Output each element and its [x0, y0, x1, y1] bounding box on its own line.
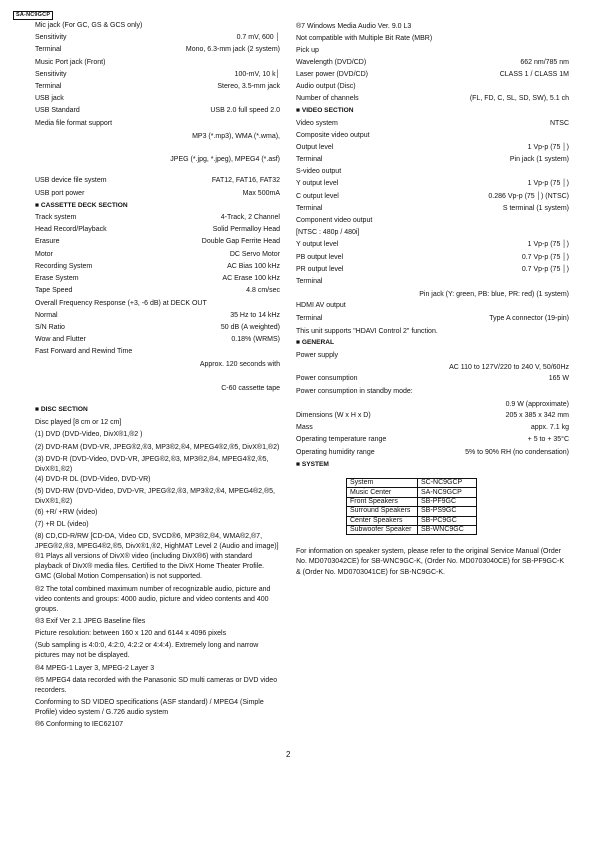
spec-label: Output level	[296, 143, 334, 151]
video-rows	[296, 120, 569, 291]
spec-value: S terminal (1 system)	[502, 204, 569, 212]
spec-label: Sensitivity	[35, 70, 67, 78]
spec-label: Track system	[35, 214, 77, 221]
spec-label: Y output level	[296, 241, 339, 249]
spec-row	[296, 241, 569, 253]
spec-label: Wow and Flutter	[35, 335, 86, 343]
general-rows	[296, 375, 569, 399]
spec-row	[296, 59, 569, 71]
disc-item: (3) DVD-R (DVD-Video, DVD-VR, JPEG®2,®3, MP3®2,®4, MPEG4®2,®5, DivX®1,®2)	[35, 455, 269, 473]
system-component: Center Speakers	[347, 516, 418, 525]
spec-label: USB Standard	[35, 107, 80, 115]
system-model: SA-NC9GCP	[418, 488, 477, 497]
disc-items	[35, 430, 280, 552]
spec-row	[296, 278, 569, 290]
spec-label: Erase System	[35, 274, 79, 282]
spec-value: NTSC	[549, 119, 569, 127]
spec-row	[296, 375, 569, 387]
spec-value: AC Bias 100 kHz	[227, 262, 280, 270]
spec-row	[35, 226, 280, 238]
spec-label: Media file format support	[35, 119, 113, 127]
spec-row	[35, 46, 280, 58]
spec-label: PR output level	[296, 265, 344, 273]
spec-row	[296, 168, 569, 180]
disc-item: (1) DVD (DVD-Video, DivX®1,®2 )	[35, 431, 143, 439]
spec-value: 50 dB (A weighted)	[220, 323, 280, 331]
media-format-row	[35, 120, 280, 178]
text-line: ®7 Windows Media Audio Ver. 9.0 L3	[296, 23, 412, 30]
spec-value: 0.286 Vp-p (75 │) (NTSC)	[488, 192, 569, 200]
system-table	[346, 478, 477, 535]
spec-value: 662 nm/785 nm	[520, 58, 569, 66]
spec-value: FAT12, FAT16, FAT32	[211, 177, 280, 185]
spec-row	[35, 107, 280, 119]
spec-value: CLASS 1 / CLASS 1M	[499, 70, 569, 78]
spec-label: Terminal	[35, 82, 62, 90]
spec-row	[35, 95, 280, 107]
right-top-lines	[296, 22, 569, 59]
spec-label: Number of channels	[296, 95, 359, 103]
system-row	[347, 488, 477, 497]
spec-value: 5% to 90% RH (no condensation)	[465, 448, 569, 456]
spec-label: Video system	[296, 119, 338, 127]
spec-value: + 5 to + 35°C	[527, 436, 569, 444]
model-tag: SA-NC9GCP	[13, 11, 53, 20]
footnote: ®4 MPEG-1 Layer 3, MPEG-2 Layer 3	[35, 664, 155, 672]
spec-label: Tape Speed	[35, 287, 73, 295]
disc-item: (2) DVD-RAM (DVD-VR, JPEG®2,®3, MP3®2,®4, MPEG4®2,®5, DivX®1,®2)	[35, 443, 280, 451]
spec-label: Normal	[35, 311, 58, 319]
section-title-cassette: ■ CASSETTE DECK SECTION	[35, 201, 128, 209]
spec-value: 100-mV, 10 k│	[234, 70, 280, 78]
spec-row	[296, 412, 569, 424]
spec-value: Solid Permalloy Head	[212, 226, 280, 234]
spec-value: 1 Vp-p (75 │)	[527, 143, 569, 151]
spec-row	[296, 156, 569, 168]
standby-value: 0.9 W (approximate)	[505, 400, 569, 408]
spec-row	[296, 217, 569, 229]
footnote: ®1 Plays all versions of DivX® video (including DivX®6) with standard playback of DivX® media files. Certified to the DivX Home Theater Profile. GMC (Global Motion Compensation) is not supported.	[35, 553, 265, 581]
section-title-disc: ■ DISC SECTION	[35, 406, 88, 413]
footnote: Picture resolution: between 160 x 120 and 6144 x 4096 pixels	[35, 630, 227, 638]
spec-value: Approx. 120 seconds with	[199, 361, 280, 369]
spec-label: [NTSC : 480p / 480i]	[296, 229, 360, 237]
spec-row	[296, 205, 569, 217]
spec-row	[35, 263, 280, 275]
spec-row	[35, 251, 280, 263]
page-number: 2	[286, 750, 291, 759]
spec-label: Terminal	[35, 46, 62, 54]
spec-value: Mono, 6.3-mm jack (2 system)	[185, 46, 280, 54]
spec-value: Stereo, 3.5-mm jack	[217, 82, 280, 90]
spec-row	[296, 132, 569, 144]
cassette-rows	[35, 214, 280, 299]
footnote: ®2 The total combined maximum number of recognizable audio, picture and video contents and groups: 4000 audio, picture and video contents and 400 groups.	[35, 585, 271, 613]
spec-value: 0.7 mV, 600 │	[236, 34, 280, 42]
spec-row	[296, 193, 569, 205]
footnote: ®5 MPEG4 data recorded with the Panasonic SD multi cameras or DVD video recorders.	[35, 676, 278, 694]
spec-label: HDMI AV output	[296, 302, 346, 310]
spec-row	[35, 177, 280, 189]
spec-row	[35, 59, 280, 71]
spec-value: (FL, FD, C, SL, SD, SW), 5.1 ch	[469, 95, 569, 103]
system-row	[347, 507, 477, 516]
system-model: SB-PF9GC	[418, 497, 477, 506]
spec-label: Terminal	[296, 314, 323, 322]
spec-label: Audio output (Disc)	[296, 82, 356, 90]
spec-label: Power consumption	[296, 375, 358, 383]
footnote: ®6 Conforming to IEC62107	[35, 721, 124, 729]
spec-row	[296, 71, 569, 83]
usb-rows	[35, 177, 280, 201]
pickup-rows	[296, 59, 569, 108]
spec-row	[296, 120, 569, 132]
spec-row	[296, 436, 569, 448]
section-title-video: ■ VIDEO SECTION	[296, 107, 354, 115]
spec-row	[35, 214, 280, 226]
spec-label: Fast Forward and Rewind Time	[35, 348, 133, 356]
spec-label: USB port power	[35, 189, 85, 197]
spec-value: C-60 cassette tape	[221, 384, 280, 392]
spec-value: 35 Hz to 14 kHz	[230, 311, 280, 319]
system-component: Front Speakers	[347, 497, 418, 506]
spec-label: C output level	[296, 192, 339, 200]
system-component: Surround Speakers	[347, 507, 418, 516]
spec-row	[35, 324, 280, 336]
spec-value: 1 Vp-p (75 │)	[527, 180, 569, 188]
right-column	[296, 22, 569, 580]
spec-label: Wavelength (DVD/CD)	[296, 58, 367, 66]
system-model: SB-PS9GC	[418, 507, 477, 516]
spec-row	[296, 302, 569, 314]
spec-value: appx. 7.1 kg	[530, 424, 569, 432]
spec-label: Recording System	[35, 262, 93, 270]
spec-row	[35, 312, 280, 324]
footnote: Conforming to SD VIDEO specifications (ASF standard) / MPEG4 (Simple Profile) video system / G.726 audio system	[35, 698, 264, 717]
text-line: Not compatible with Multiple Bit Rate (MBR)	[296, 35, 433, 43]
system-component: Subwoofer Speaker	[347, 525, 418, 534]
spec-label: Terminal	[296, 204, 323, 212]
spec-row	[35, 34, 280, 46]
spec-label: Terminal	[296, 156, 323, 164]
general-rows-2	[296, 412, 569, 461]
spec-label: Sensitivity	[35, 34, 67, 42]
spec-row	[296, 254, 569, 266]
spec-value: Max 500mA	[242, 189, 280, 197]
spec-value: 0.7 Vp-p (75 │)	[521, 265, 569, 273]
spec-value: JPEG (*.jpg, *.jpeg), MPEG4 (*.asf)	[170, 156, 280, 164]
spec-label: Dimensions (W x H x D)	[296, 412, 371, 419]
spec-row	[35, 336, 280, 348]
system-component: System	[347, 478, 418, 487]
spec-value: 165 W	[548, 375, 569, 383]
spec-label: Mic jack (For GC, GS & GCS only)	[35, 22, 143, 29]
spec-label: Mass	[296, 424, 313, 432]
disc-item: (7) +R DL (video)	[35, 520, 89, 528]
disc-notes	[35, 552, 280, 732]
spec-value: AC Erase 100 kHz	[222, 274, 280, 282]
spec-label: Head Record/Playback	[35, 226, 107, 234]
system-row	[347, 497, 477, 506]
spec-value: 1 Vp-p (75 │)	[527, 241, 569, 249]
spec-label: USB device file system	[35, 177, 107, 185]
spec-value: MP3 (*.mp3), WMA (*.wma),	[192, 132, 280, 140]
spec-row	[296, 180, 569, 192]
spec-row	[296, 449, 569, 461]
footnote: (Sub sampling is 4:0:0, 4:2:0, 4:2:2 or 4:4:4). Extremely long and narrow pictures may not be displayed.	[35, 642, 259, 660]
spec-label: Operating temperature range	[296, 436, 387, 444]
spec-label: S-video output	[296, 168, 342, 176]
spec-row	[296, 229, 569, 241]
disc-item: (6) +R/ +RW (video)	[35, 508, 98, 516]
disc-played: Disc played [8 cm or 12 cm]	[35, 419, 122, 427]
overall-frequency: Overall Frequency Response (+3, -6 dB) at DECK OUT	[35, 300, 207, 308]
spec-row	[296, 95, 569, 107]
spec-value: 4-Track, 2 Channel	[220, 214, 280, 221]
spec-row	[296, 83, 569, 95]
spec-row	[296, 388, 569, 400]
spec-label: Y output level	[296, 180, 339, 188]
system-model: SB-WNC9GC	[418, 525, 477, 534]
cassette-rows-2	[35, 312, 280, 349]
system-row	[347, 516, 477, 525]
system-component: Music Center	[347, 488, 418, 497]
system-model: SC-NC9GCP	[418, 478, 477, 487]
disc-item: (5) DVD-RW (DVD-Video, DVD-VR, JPEG®2,®3, MP3®2,®4, MPEG4®2,®5, DivX®1,®2)	[35, 488, 275, 506]
spec-row	[35, 238, 280, 250]
spec-label: Motor	[35, 250, 53, 258]
disc-item: (8) CD,CD-R/RW [CD-DA, Video CD, SVCD®6, MP3®2,®4, WMA®2,®7, JPEG®2,®3, MPEG4®2,®5, DivX®1,®2, HighMAT Level 2 (Audio and image)]	[35, 532, 279, 551]
spec-row	[35, 287, 280, 299]
spec-label: S/N Ratio	[35, 323, 65, 331]
hdavi-note: This unit supports "HDAVI Control 2" function.	[296, 327, 438, 335]
spec-label: Composite video output	[296, 131, 370, 139]
spec-value: Type A connector (19-pin)	[489, 314, 569, 322]
power-supply-value: AC 110 to 127V/220 to 240 V, 50/60Hz	[449, 364, 569, 372]
spec-label: PB output level	[296, 253, 344, 261]
spec-label: Operating humidity range	[296, 448, 375, 456]
speaker-info-paragraph: For information on speaker system, please refer to the original Service Manual (Order No. MD0703042CE) for SB-WNC9GC-K, (Order No. MD0703040CE) for SB-PF9GC-K & (Order No. MD0703041CE) for SB-NC9GC-K.	[296, 548, 565, 576]
spec-row	[296, 424, 569, 436]
spec-row	[35, 22, 280, 34]
spec-row	[296, 144, 569, 156]
spec-value: 0.18% (WRMS)	[231, 335, 280, 343]
spec-row	[35, 71, 280, 83]
spec-value: 0.7 Vp-p (75 │)	[521, 253, 569, 261]
power-supply-label: Power supply	[296, 352, 339, 360]
left-column	[35, 22, 280, 732]
spec-label: Component video output	[296, 217, 373, 224]
spec-value: 4.8 cm/sec	[246, 287, 280, 295]
spec-value: Pin jack (1 system)	[509, 156, 569, 164]
spec-value: 205 x 385 x 342 mm	[505, 412, 569, 419]
spec-value: Double Gap Ferrite Head	[201, 238, 280, 246]
spec-label: USB jack	[35, 95, 64, 103]
spec-row	[296, 315, 569, 327]
spec-label: Erasure	[35, 238, 60, 246]
rewind-row	[35, 348, 280, 406]
spec-value: DC Servo Motor	[229, 250, 280, 258]
spec-label: Music Port jack (Front)	[35, 58, 106, 66]
system-row	[347, 478, 477, 487]
spec-row	[35, 83, 280, 95]
section-title-general: ■ GENERAL	[296, 338, 335, 346]
system-row	[347, 525, 477, 534]
text-line: Pick up	[296, 47, 319, 55]
hdmi-rows	[296, 302, 569, 326]
spec-row	[35, 275, 280, 287]
section-title-system: ■ SYSTEM	[296, 460, 329, 468]
spec-label: Terminal	[296, 277, 323, 285]
footnote: ®3 Exif Ver 2.1 JPEG Baseline files	[35, 618, 146, 625]
disc-item: (4) DVD-R DL (DVD-Video, DVD-VR)	[35, 476, 151, 484]
spec-value: USB 2.0 full speed 2.0	[210, 107, 280, 115]
system-model: SB-PC9GC	[418, 516, 477, 525]
pin-jack-line: Pin jack (Y: green, PB: blue, PR: red) (1 system)	[419, 291, 569, 299]
spec-row	[35, 190, 280, 202]
spec-label: Laser power (DVD/CD)	[296, 70, 368, 78]
left-top-rows	[35, 22, 280, 120]
spec-label: Power consumption in standby mode:	[296, 387, 413, 395]
spec-row	[296, 266, 569, 278]
